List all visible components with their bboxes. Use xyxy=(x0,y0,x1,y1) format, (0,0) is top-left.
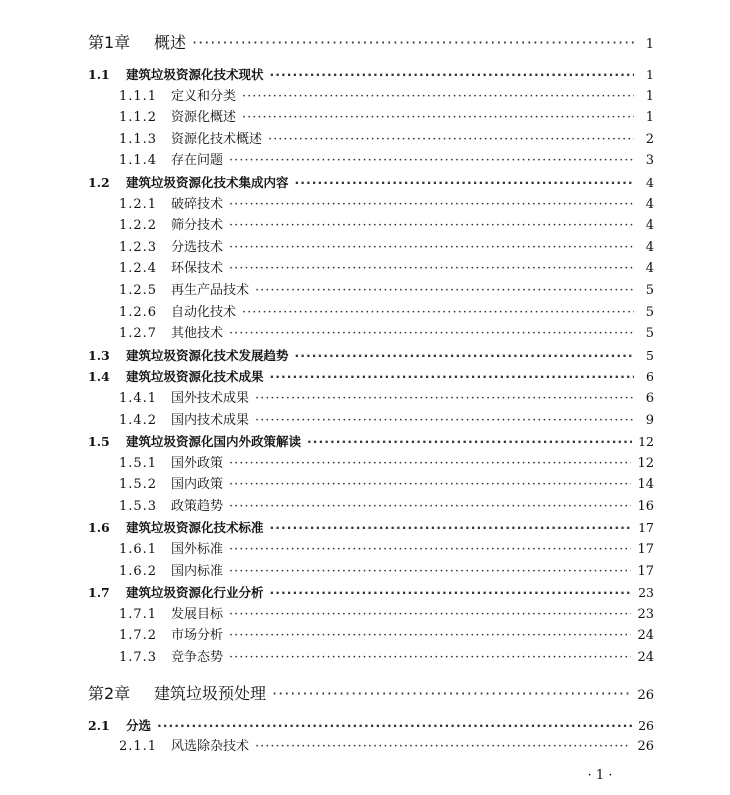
toc-subsection-1-5-2[interactable] xyxy=(88,474,654,496)
page-number: 26 xyxy=(637,687,654,703)
dot-leader xyxy=(229,496,631,518)
section-number: 1.7 xyxy=(88,585,110,601)
subsection-title: 国内技术成果 xyxy=(171,412,250,428)
page-number: 12 xyxy=(637,455,654,471)
toc-section-1-7[interactable] xyxy=(88,582,654,604)
toc-subsection-1-2-5[interactable] xyxy=(88,280,654,302)
subsection-title: 筛分技术 xyxy=(171,218,224,234)
page-number: 3 xyxy=(645,153,654,169)
page-footer-number: · 1 · xyxy=(587,768,613,783)
toc-section-1-3[interactable] xyxy=(88,345,654,367)
subsection-number: 1.7.1 xyxy=(119,606,158,622)
subsection-title: 存在问题 xyxy=(171,153,224,169)
page-number: 17 xyxy=(637,563,654,579)
dot-leader xyxy=(229,647,631,669)
dot-leader xyxy=(229,604,631,626)
page-number: 4 xyxy=(645,261,654,277)
section-title: 建筑垃圾资源化行业分析 xyxy=(126,585,264,601)
subsection-number: 1.2.7 xyxy=(119,326,158,342)
dot-leader xyxy=(229,625,631,647)
subsection-number: 1.2.1 xyxy=(119,196,158,212)
dot-leader xyxy=(229,215,634,237)
page-number: 5 xyxy=(646,347,654,363)
section-number: 1.2 xyxy=(88,174,110,190)
dot-leader xyxy=(229,194,634,216)
page-number: 6 xyxy=(646,369,654,385)
subsection-title: 竞争态势 xyxy=(171,650,224,666)
toc-subsection-1-4-2[interactable] xyxy=(88,410,654,432)
subsection-title: 自动化技术 xyxy=(171,304,237,320)
page-number: 26 xyxy=(638,717,654,733)
toc-subsection-1-1-1[interactable] xyxy=(88,86,654,108)
subsection-title: 发展目标 xyxy=(171,606,224,622)
toc-subsection-1-2-4[interactable] xyxy=(88,258,654,280)
subsection-number: 1.1.4 xyxy=(119,153,158,169)
section-title: 建筑垃圾资源化技术现状 xyxy=(126,67,264,82)
dot-leader xyxy=(192,28,634,58)
chapter-number: 第1章 xyxy=(88,33,131,52)
toc-subsection-1-2-2[interactable] xyxy=(88,215,654,237)
toc-subsection-1-5-3[interactable] xyxy=(88,496,654,518)
subsection-number: 1.2.3 xyxy=(119,239,158,255)
toc-chapter-1[interactable] xyxy=(88,28,654,58)
dot-leader xyxy=(229,150,634,172)
toc-subsection-1-7-2[interactable] xyxy=(88,625,654,647)
dot-leader xyxy=(295,345,634,367)
dot-leader xyxy=(270,582,633,604)
subsection-number: 1.2.5 xyxy=(119,282,158,298)
subsection-title: 破碎技术 xyxy=(171,196,224,212)
toc-section-2-1[interactable] xyxy=(88,715,654,737)
section-title: 建筑垃圾资源化技术集成内容 xyxy=(126,174,289,190)
subsection-number: 1.5.1 xyxy=(119,455,158,471)
chapter-title: 概述 xyxy=(154,33,187,52)
dot-leader xyxy=(255,736,631,758)
dot-leader xyxy=(255,388,634,410)
subsection-title: 分选技术 xyxy=(171,239,224,255)
subsection-number: 1.2.6 xyxy=(119,304,158,320)
toc-section-1-6[interactable] xyxy=(88,517,654,539)
subsection-title: 风选除杂技术 xyxy=(171,739,250,755)
subsection-number: 1.4.2 xyxy=(119,412,158,428)
toc-subsection-1-1-2[interactable] xyxy=(88,107,654,129)
section-title: 建筑垃圾资源化技术标准 xyxy=(126,520,264,536)
subsection-title: 资源化技术概述 xyxy=(171,131,263,147)
section-number: 2.1 xyxy=(88,717,110,733)
section-number: 1.1 xyxy=(88,67,110,82)
dot-leader xyxy=(270,517,633,539)
toc-chapter-2[interactable] xyxy=(88,679,654,709)
page-number: 1 xyxy=(646,67,654,82)
section-number: 1.4 xyxy=(88,369,110,385)
page-number: 5 xyxy=(645,326,654,342)
dot-leader xyxy=(229,539,631,561)
toc-section-1-2[interactable] xyxy=(88,172,654,194)
page-number: 4 xyxy=(645,239,654,255)
dot-leader xyxy=(229,323,634,345)
subsection-title: 环保技术 xyxy=(171,261,224,277)
page-number: 1 xyxy=(645,37,654,52)
dot-leader xyxy=(270,64,634,86)
dot-leader xyxy=(295,172,634,194)
subsection-title: 市场分析 xyxy=(171,628,224,644)
dot-leader xyxy=(229,258,634,280)
subsection-title: 国外政策 xyxy=(171,455,224,471)
section-title: 建筑垃圾资源化技术成果 xyxy=(126,369,264,385)
subsection-title: 资源化概述 xyxy=(171,110,237,126)
page-number: 16 xyxy=(637,498,654,514)
page-number: 4 xyxy=(645,218,654,234)
subsection-number: 1.2.2 xyxy=(119,218,158,234)
subsection-title: 再生产品技术 xyxy=(171,282,250,298)
subsection-number: 1.5.3 xyxy=(119,498,158,514)
dot-leader xyxy=(229,237,634,259)
subsection-number: 1.4.1 xyxy=(119,390,158,406)
dot-leader xyxy=(229,561,631,583)
page-number: 26 xyxy=(637,739,654,755)
dot-leader xyxy=(242,107,634,129)
toc-subsection-1-1-3[interactable] xyxy=(88,129,654,151)
section-title: 分选 xyxy=(126,717,152,733)
page-number: 12 xyxy=(638,434,654,450)
section-number: 1.3 xyxy=(88,347,110,363)
dot-leader xyxy=(307,431,632,453)
chapter-title: 建筑垃圾预处理 xyxy=(154,683,267,703)
chapter-number: 第2章 xyxy=(88,683,131,703)
subsection-number: 1.7.3 xyxy=(119,650,158,666)
dot-leader xyxy=(229,453,631,475)
subsection-number: 2.1.1 xyxy=(119,739,158,755)
page-number: 1 xyxy=(645,88,654,104)
section-title: 建筑垃圾资源化国内外政策解读 xyxy=(126,434,302,450)
page-number: 1 xyxy=(645,110,654,126)
toc-section-1-5[interactable] xyxy=(88,431,654,453)
page-number: 6 xyxy=(645,390,654,406)
toc-subsection-1-7-1[interactable] xyxy=(88,604,654,626)
dot-leader xyxy=(242,86,634,108)
section-title: 建筑垃圾资源化技术发展趋势 xyxy=(126,347,289,363)
subsection-title: 国外标准 xyxy=(171,542,224,558)
subsection-title: 国内标准 xyxy=(171,563,224,579)
toc-subsection-1-1-4[interactable] xyxy=(88,150,654,172)
dot-leader xyxy=(255,410,634,432)
page-number: 17 xyxy=(638,520,654,536)
page-number: 23 xyxy=(638,585,654,601)
toc-section-1-1[interactable] xyxy=(88,64,654,86)
subsection-title: 国内政策 xyxy=(171,477,224,493)
toc-section-1-4[interactable] xyxy=(88,366,654,388)
page-number: 14 xyxy=(637,477,654,493)
toc-subsection-1-4-1[interactable] xyxy=(88,388,654,410)
subsection-number: 1.1.2 xyxy=(119,110,158,126)
dot-leader xyxy=(242,302,634,324)
subsection-number: 1.1.3 xyxy=(119,131,158,147)
dot-leader xyxy=(255,280,634,302)
table-of-contents xyxy=(88,28,654,758)
dot-leader xyxy=(229,474,631,496)
page-number: 24 xyxy=(637,650,654,666)
subsection-number: 1.6.2 xyxy=(119,563,158,579)
toc-subsection-2-1-1[interactable] xyxy=(88,736,654,758)
page-number: 23 xyxy=(637,606,654,622)
toc-subsection-1-5-1[interactable] xyxy=(88,453,654,475)
page-number: 4 xyxy=(646,174,654,190)
toc-subsection-1-2-3[interactable] xyxy=(88,237,654,259)
toc-subsection-1-2-1[interactable] xyxy=(88,194,654,216)
dot-leader xyxy=(272,679,631,709)
section-number: 1.5 xyxy=(88,434,110,450)
page-number: 5 xyxy=(645,304,654,320)
subsection-number: 1.7.2 xyxy=(119,628,158,644)
subsection-number: 1.1.1 xyxy=(119,88,158,104)
page-number: 24 xyxy=(637,628,654,644)
toc-subsection-1-6-2[interactable] xyxy=(88,561,654,583)
subsection-number: 1.6.1 xyxy=(119,542,158,558)
toc-subsection-1-2-6[interactable] xyxy=(88,302,654,324)
page-number: 4 xyxy=(645,196,654,212)
subsection-number: 1.5.2 xyxy=(119,477,158,493)
subsection-title: 国外技术成果 xyxy=(171,390,250,406)
subsection-number: 1.2.4 xyxy=(119,261,158,277)
section-number: 1.6 xyxy=(88,520,110,536)
dot-leader xyxy=(157,715,632,737)
dot-leader xyxy=(270,366,634,388)
page-number: 9 xyxy=(645,412,654,428)
page-number: 17 xyxy=(637,542,654,558)
subsection-title: 政策趋势 xyxy=(171,498,224,514)
toc-subsection-1-7-3[interactable] xyxy=(88,647,654,669)
toc-subsection-1-6-1[interactable] xyxy=(88,539,654,561)
page-number: 2 xyxy=(645,131,654,147)
subsection-title: 定义和分类 xyxy=(171,88,237,104)
toc-subsection-1-2-7[interactable] xyxy=(88,323,654,345)
page-number: 5 xyxy=(645,282,654,298)
subsection-title: 其他技术 xyxy=(171,326,224,342)
dot-leader xyxy=(268,129,634,151)
